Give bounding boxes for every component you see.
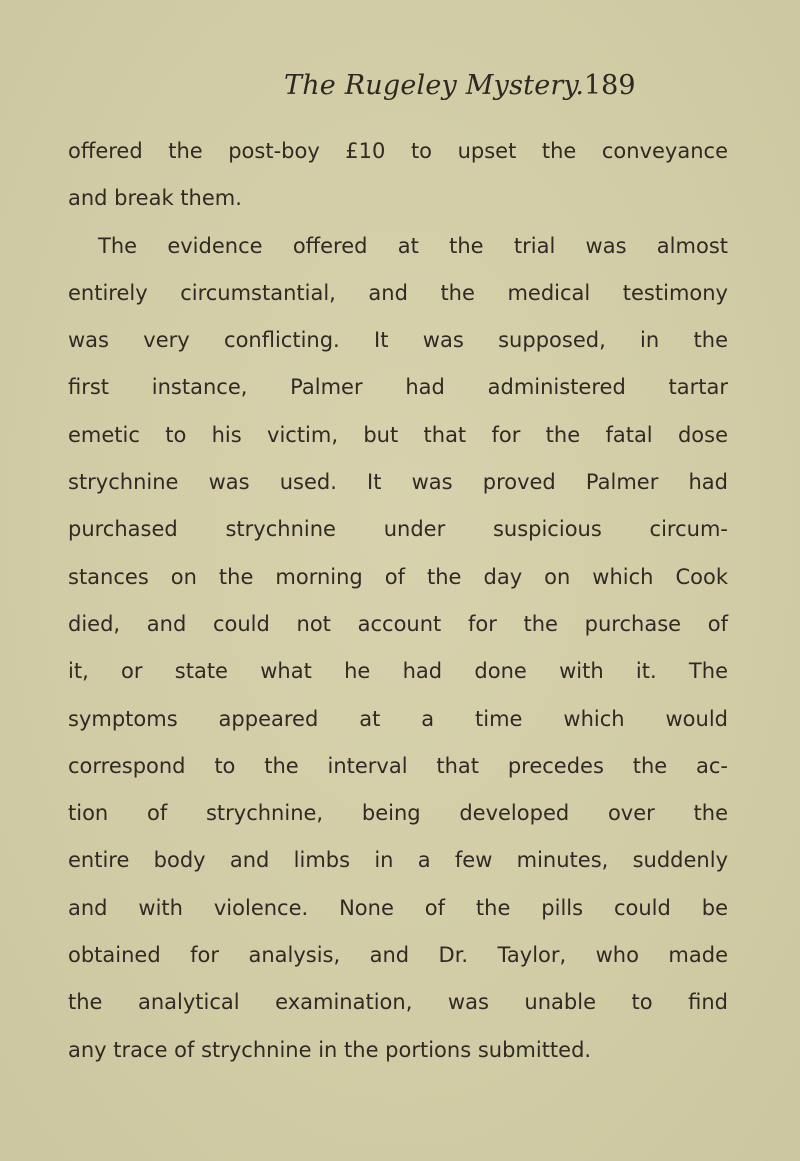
- running-title: The Rugeley Mystery.: [284, 70, 585, 101]
- text-line: purchased strychnine under suspicious circum-: [68, 517, 728, 542]
- page-number: 189: [584, 70, 636, 101]
- text-line: strychnine was used. It was proved Palmer had: [68, 470, 728, 495]
- text-line: and break them.: [68, 186, 242, 211]
- text-line: it, or state what he had done with it. The: [68, 659, 728, 684]
- text-line: tion of strychnine, being developed over the: [68, 801, 728, 826]
- text-line: the analytical examination, was unable to find: [68, 990, 728, 1015]
- text-line: died, and could not account for the purchase of: [68, 611, 728, 636]
- text-line: emetic to his victim, but that for the fatal dose: [68, 422, 728, 447]
- text-line: and with violence. None of the pills could be: [68, 895, 728, 920]
- text-line: first instance, Palmer had administered tartar: [68, 375, 728, 400]
- text-line: entirely circumstantial, and the medical testimony: [68, 280, 728, 305]
- text-line: stances on the morning of the day on which Cook: [68, 564, 728, 589]
- text-line: obtained for analysis, and Dr. Taylor, who made: [68, 943, 728, 968]
- text-line: offered the post-boy £10 to upset the conveyance: [68, 139, 728, 163]
- text-line: any trace of strychnine in the portions submitted.: [68, 1037, 592, 1062]
- paragraph-start-line: The evidence offered at the trial was almost: [98, 233, 728, 258]
- running-head: [0, 64, 800, 114]
- text-line: correspond to the interval that precedes the ac-: [68, 753, 728, 778]
- text-line: symptoms appeared at a time which would: [68, 706, 728, 731]
- body-text: [68, 128, 728, 1074]
- text-line: entire body and limbs in a few minutes, suddenly: [68, 848, 728, 873]
- text-line: was very conflicting. It was supposed, in the: [68, 328, 728, 353]
